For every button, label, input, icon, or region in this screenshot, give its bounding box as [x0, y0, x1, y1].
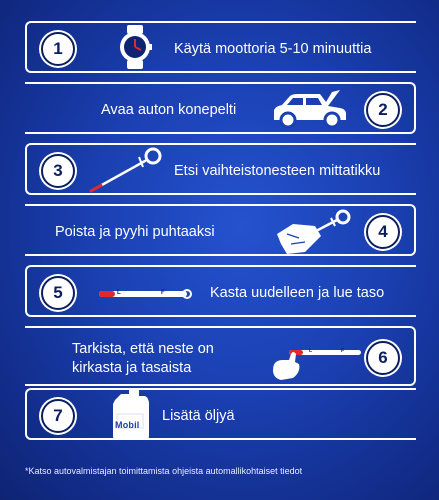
dipstick-full-mark: F — [161, 290, 165, 296]
step-2-text: Avaa auton konepelti — [101, 102, 237, 118]
step-number-7: 7 — [41, 399, 75, 433]
step-6-text-line1: Tarkista, että neste on — [72, 341, 214, 357]
step-7-text: Lisätä öljyä — [162, 408, 235, 424]
step-number-2: 2 — [366, 93, 400, 127]
dipstick-level-icon — [97, 287, 193, 305]
step-4 — [25, 204, 416, 256]
step-number-6: 6 — [366, 341, 400, 375]
car-hood-open-icon — [268, 88, 352, 137]
watch-icon — [117, 25, 153, 74]
step-7 — [25, 388, 416, 440]
step-5-text: Kasta uudelleen ja lue taso — [210, 285, 385, 301]
step-1 — [25, 21, 416, 73]
step-6-full-mark: F — [341, 348, 345, 354]
step-number-4: 4 — [366, 215, 400, 249]
dipstick-low-mark: L — [117, 290, 121, 296]
step-5 — [25, 265, 416, 317]
mobil-oil-jug-icon — [109, 388, 151, 447]
step-2 — [25, 82, 416, 134]
step-number-3: 3 — [41, 154, 75, 188]
step-number-5: 5 — [41, 276, 75, 310]
dipstick-icon — [87, 147, 163, 200]
mobil-brand-label: Mobil — [115, 420, 140, 430]
step-6-low-mark: L — [309, 348, 313, 354]
step-6-text-line2: kirkasta ja tasaista — [72, 360, 192, 376]
step-3 — [25, 143, 416, 195]
cloth-wipe-dipstick-icon — [275, 208, 351, 261]
finger-dipstick-icon — [269, 346, 365, 387]
step-number-1: 1 — [41, 32, 75, 66]
step-6 — [25, 326, 416, 386]
step-3-text: Etsi vaihteistonesteen mittatikku — [174, 163, 381, 179]
step-4-text: Poista ja pyyhi puhtaaksi — [55, 224, 215, 240]
step-1-text: Käytä moottoria 5-10 minuuttia — [174, 41, 372, 57]
footnote: *Katso autovalmistajan toimittamista ohjeista automallikohtaiset tiedot — [25, 466, 303, 476]
